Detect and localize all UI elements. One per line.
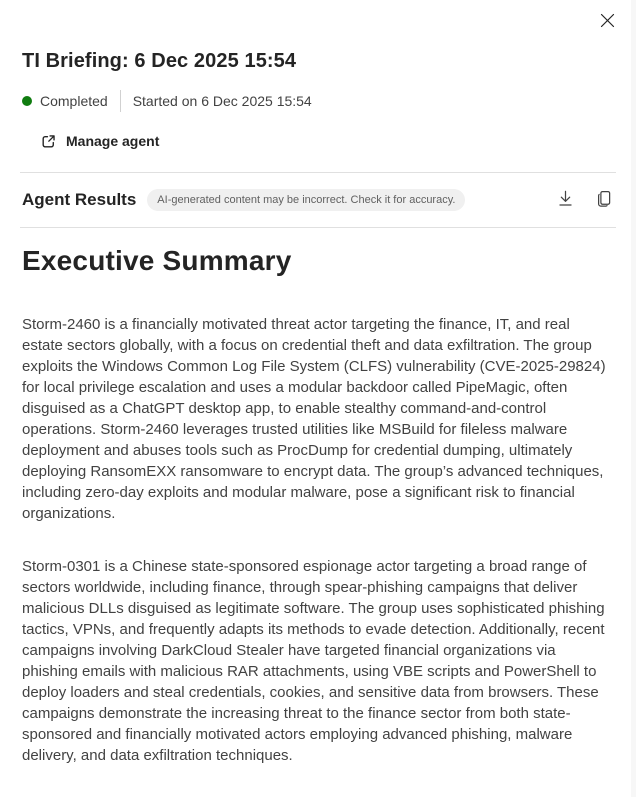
summary-paragraph: Storm-0301 is a Chinese state-sponsored espionage actor targeting a broad range of sectors worldwide, including finance, through spear-phishing campaigns that deliver malicious DLLs disguised as legitimate software. The group uses sophisticated phishing tactics, VPNs, and frequently adapts its methods to evade detection. Additionally, recent campaigns involving DarkCloud Stealer have targeted financial organizations via phishing emails with malicious RAR attachments, using VBE scripts and PowerShell to deploy loaders and steal credentials, cookies, and sensitive data from browsers. These campaigns demonstrate the increasing threat to the finance sector from both state-sponsored and financially motivated actors employing advanced phishing, malware delivery, and data exfiltration techniques. <box>22 557 605 764</box>
manage-agent-label: Manage agent <box>66 133 160 149</box>
copy-icon <box>595 189 614 211</box>
status-divider <box>120 90 121 112</box>
copy-button[interactable] <box>592 188 616 212</box>
status-row <box>22 90 614 112</box>
close-button[interactable] <box>593 8 621 36</box>
open-external-icon <box>40 133 57 150</box>
status-started-text: Started on 6 Dec 2025 15:54 <box>132 93 312 109</box>
download-icon <box>556 189 575 211</box>
ai-disclaimer-badge: AI-generated content may be incorrect. Check it for accuracy. <box>147 189 465 211</box>
agent-results-title: Agent Results <box>22 189 137 209</box>
download-button[interactable] <box>553 188 577 212</box>
section-heading: Executive Summary <box>22 244 292 276</box>
manage-agent-button[interactable] <box>40 131 159 151</box>
summary-paragraph: Storm-2460 is a financially motivated threat actor targeting the finance, IT, and real estate sectors globally, with a focus on credential theft and data exfiltration. The group exploits the Windows Common Log File System (CLFS) vulnerability (CVE-2025-29824) for local privilege escalation and uses a modular backdoor called PipeMagic, often disguised as a ChatGPT desktop app, to enable stealthy command-and-control operations. Storm-2460 leverages trusted utilities like MSBuild for fileless malware deployment and abuses tools such as ProcDump for credential dumping, ultimately deploying RansomEXX ransomware to encrypt data. The group’s advanced techniques, including zero-day exploits and modular malware, pose a significant risk to financial organizations. <box>22 315 606 522</box>
close-icon <box>600 13 615 31</box>
scrollbar-track[interactable] <box>631 0 636 797</box>
page-title: TI Briefing: 6 Dec 2025 15:54 <box>22 50 297 72</box>
agent-results-header <box>0 173 636 227</box>
status-label: Completed <box>40 93 108 109</box>
agent-results-content <box>0 242 636 766</box>
briefing-header <box>0 0 636 155</box>
divider <box>20 227 616 228</box>
status-completed-dot-icon <box>22 96 32 106</box>
results-actions <box>553 188 616 212</box>
